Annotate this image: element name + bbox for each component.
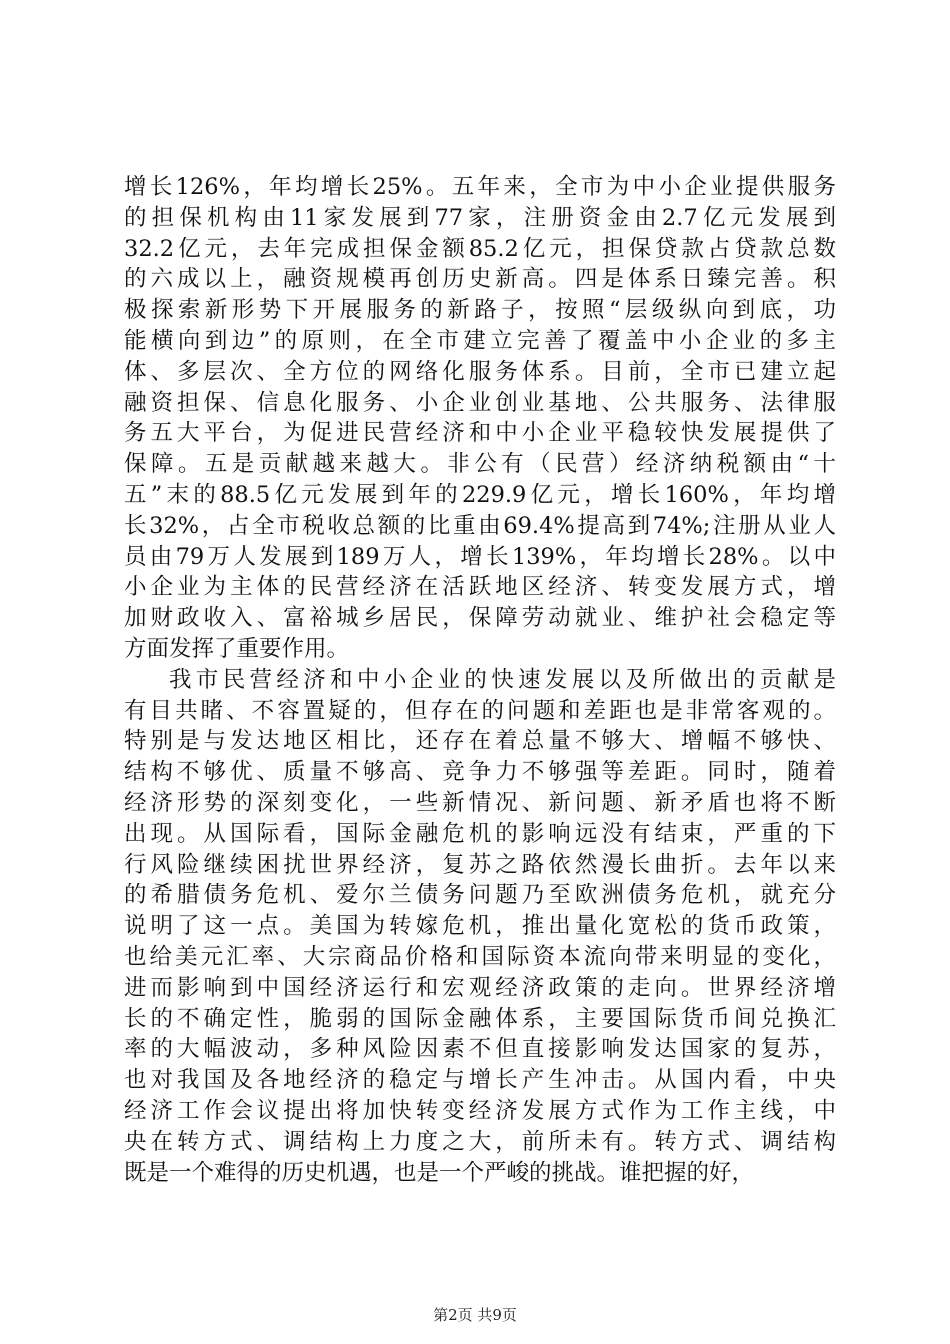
text-line: 加财政收入、富裕城乡居民，保障劳动就业、维护社会稳定等 [124, 605, 836, 632]
text-line: 结构不够优、质量不够高、竞争力不够强等差距。同时，随着 [124, 759, 836, 786]
text-line: 长的不确定性，脆弱的国际金融体系，主要国际货币间兑换汇 [124, 1005, 836, 1032]
text-line: 方面发挥了重要作用。 [124, 635, 350, 662]
paragraph-2 [124, 665, 836, 1189]
text-line: 增长126%，年均增长25%。五年来，全市为中小企业提供服务 [124, 174, 836, 200]
page-footer: 第2页 共9页 [433, 1306, 517, 1324]
text-line: 行风险继续困扰世界经济，复苏之路依然漫长曲折。去年以来 [124, 851, 836, 878]
text-line: 出现。从国际看，国际金融危机的影响远没有结束，严重的下 [124, 820, 836, 847]
text-line: 保障。五是贡献越来越大。非公有（民营）经济纳税额由“十 [124, 451, 836, 478]
text-line: 体、多层次、全方位的网络化服务体系。目前，全市已建立起 [124, 358, 836, 385]
text-line: 的担保机构由11家发展到77家，注册资金由2.7亿元发展到 [124, 204, 836, 231]
text-line: 经济工作会议提出将加快转变经济发展方式作为工作主线，中 [124, 1097, 836, 1124]
paragraph-1 [124, 172, 836, 665]
text-line: 率的大幅波动，多种风险因素不但直接影响发达国家的复苏， [124, 1036, 836, 1063]
text-line: 务五大平台，为促进民营经济和中小企业平稳较快发展提供了 [124, 420, 836, 447]
text-line: 的希腊债务危机、爱尔兰债务问题乃至欧洲债务危机，就充分 [124, 882, 836, 909]
text-line: 长32%，占全市税收总额的比重由69.4%提高到74%;注册从业人 [124, 512, 836, 539]
body-text [124, 172, 836, 1188]
text-line: 进而影响到中国经济运行和宏观经济政策的走向。世界经济增 [124, 974, 836, 1001]
text-line: 融资担保、信息化服务、小企业创业基地、公共服务、法律服 [124, 389, 836, 416]
text-line: 经济形势的深刻变化，一些新情况、新问题、新矛盾也将不断 [124, 789, 836, 816]
text-line: 有目共睹、不容置疑的，但存在的问题和差距也是非常客观的。 [124, 697, 836, 724]
text-line: 央在转方式、调结构上力度之大，前所未有。转方式、调结构 [124, 1128, 836, 1155]
text-line: 32.2亿元，去年完成担保金额85.2亿元，担保贷款占贷款总数 [124, 235, 836, 262]
text-line: 也给美元汇率、大宗商品价格和国际资本流向带来明显的变化， [124, 943, 836, 970]
text-line: 的六成以上，融资规模再创历史新高。四是体系日臻完善。积 [124, 266, 836, 293]
text-line: 极探索新形势下开展服务的新路子，按照“层级纵向到底，功 [124, 297, 836, 324]
text-line: 既是一个难得的历史机遇，也是一个严峻的挑战。谁把握的好， [124, 1159, 755, 1186]
text-line: 能横向到边”的原则，在全市建立完善了覆盖中小企业的多主 [124, 327, 836, 354]
text-line: 也对我国及各地经济的稳定与增长产生冲击。从国内看，中央 [124, 1067, 836, 1094]
text-line: 我市民营经济和中小企业的快速发展以及所做出的贡献是 [169, 666, 836, 693]
text-line: 五”末的88.5亿元发展到年的229.9亿元，增长160%，年均增 [124, 481, 836, 508]
text-line: 员由79万人发展到189万人，增长139%，年均增长28%。以中 [124, 543, 836, 570]
text-line: 特别是与发达地区相比，还存在着总量不够大、增幅不够快、 [124, 728, 836, 755]
text-line: 小企业为主体的民营经济在活跃地区经济、转变发展方式，增 [124, 574, 836, 601]
text-line: 说明了这一点。美国为转嫁危机，推出量化宽松的货币政策， [124, 913, 836, 940]
